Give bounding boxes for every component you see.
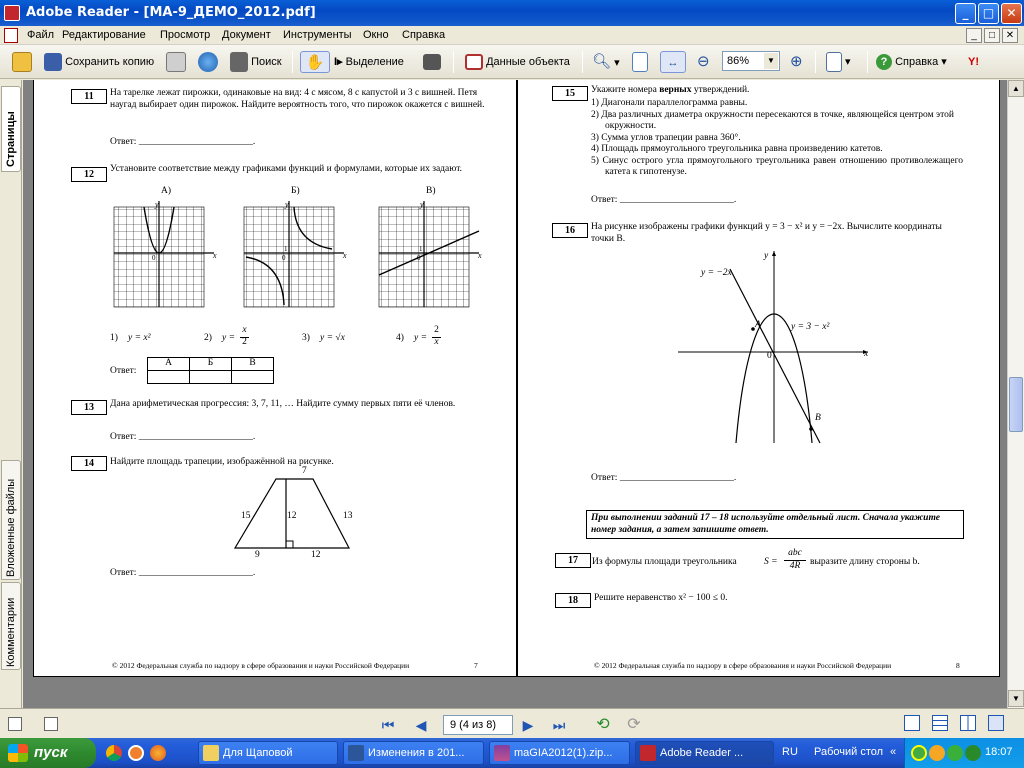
mail-icon[interactable]: [128, 745, 144, 761]
statements-list: [591, 98, 963, 179]
question-number: 16: [552, 223, 588, 238]
page-thumbnail-icon[interactable]: [8, 717, 22, 731]
graph-a-one: 1: [154, 245, 158, 253]
chevron-down-icon[interactable]: ▼: [764, 53, 778, 69]
document-view[interactable]: [23, 80, 1007, 708]
pdf-page-8: [517, 80, 1000, 677]
table-header: В: [232, 358, 274, 371]
graph-a-x-label: x: [213, 251, 217, 260]
formula-3: y = √x: [320, 333, 345, 343]
parabola-label: y = 3 − x²: [791, 322, 830, 332]
scroll-thumb[interactable]: [1009, 377, 1023, 432]
zoom-value: 86%: [727, 55, 750, 67]
formula-2-denominator: 2: [242, 337, 247, 347]
hand-icon: ✋: [305, 54, 325, 71]
zoom-tool-button[interactable]: 🔍︎ ▾: [592, 53, 620, 70]
function-graphs: [104, 187, 494, 312]
formula-4-numerator: 2: [432, 325, 441, 338]
vertical-scrollbar[interactable]: [1007, 80, 1024, 708]
adobe-reader-icon: [640, 745, 656, 761]
right-angle-mark: [286, 541, 293, 548]
doc-minimize-button[interactable]: _: [966, 28, 982, 43]
task-label: maGIA2012(1).zip...: [514, 747, 613, 759]
maximize-button[interactable]: □: [978, 3, 999, 24]
question-text: [591, 85, 749, 97]
task-label: Изменения в 201...: [368, 747, 465, 759]
graph-a-zero: 0: [152, 254, 156, 262]
answer-table: [147, 357, 274, 384]
taskbar-item-folder[interactable]: [198, 741, 338, 765]
tray-app-icon[interactable]: [965, 745, 981, 761]
globe-mail-icon: [198, 52, 218, 72]
help-label: Справка: [895, 56, 939, 68]
graph-c-label: В): [426, 186, 436, 196]
graph-c-one: 1: [419, 245, 423, 253]
x-axis-label: x: [864, 349, 869, 359]
graph-b-one: 1: [284, 245, 288, 253]
camera-icon: [423, 54, 441, 70]
question-text-bold: верных: [659, 85, 692, 95]
question-text: Найдите площадь трапеции, изображённой на рисунке.: [110, 457, 334, 467]
scroll-down-arrow-icon[interactable]: ▼: [1008, 690, 1024, 707]
tray-app-icon[interactable]: [947, 745, 963, 761]
window-title: Adobe Reader - [MA-9_ДЕМО_2012.pdf]: [26, 5, 316, 20]
task-label: Adobe Reader ...: [660, 747, 744, 759]
zoom-in-icon: ⊕: [790, 53, 803, 70]
formula-2-lhs: y =: [222, 333, 236, 343]
start-label: пуск: [34, 744, 68, 761]
trapezoid-height-label: 12: [287, 511, 297, 521]
table-cell: [232, 371, 274, 384]
close-button[interactable]: ✕: [1001, 3, 1022, 24]
email-button[interactable]: [198, 51, 218, 73]
answer-label: Ответ:: [110, 366, 137, 376]
graph-b-x-label: x: [343, 251, 347, 260]
magnifier-icon: 🔍︎: [592, 53, 612, 70]
question-text: На рисунке изображены графики функций y = 3 − x² и y = −2x. Вычислите координаты точки B.: [591, 222, 942, 244]
question-number: 15: [552, 86, 588, 101]
floppy-disk-icon: [44, 53, 62, 71]
page-footer: © 2012 Федеральная служба по надзору в сфере образования и науки Российской Федерации: [594, 661, 892, 670]
object-data-label: Данные объекта: [486, 56, 570, 68]
graph-c-x-label: x: [478, 251, 482, 260]
statement: 4) Площадь прямоугольного треугольника равна произведению катетов.: [591, 144, 883, 154]
menu-document[interactable]: Документ: [222, 29, 271, 41]
print-button[interactable]: [166, 51, 186, 73]
zoom-out-button[interactable]: [697, 51, 710, 73]
tab-attachments-label: Вложенные файлы: [5, 478, 17, 577]
select-label: Выделение: [345, 56, 404, 68]
question-text-part: утверждений.: [691, 85, 750, 95]
question-text: На тарелке лежат пирожки, одинаковые на вид: 4 с мясом, 8 с капустой и 3 с вишней. Петя наугад выбирает один пирожок. Найдите вероятность того, что пирожок окажется с вишней.: [110, 88, 485, 110]
formula-4-num: 4): [396, 333, 404, 343]
formula-denominator: 4R: [789, 561, 801, 571]
statement: 1) Диагонали параллелограмма равны.: [591, 98, 748, 108]
system-tray: [904, 738, 1024, 768]
menu-file[interactable]: Файл: [27, 29, 55, 41]
trapezoid-top-label: 7: [302, 466, 307, 476]
binoculars-icon: [230, 52, 248, 72]
tab-comments-label: Комментарии: [5, 597, 17, 667]
continuous-view-icon[interactable]: [932, 715, 948, 731]
firefox-icon[interactable]: [150, 745, 166, 761]
document-info-icon[interactable]: [44, 717, 58, 731]
graph-b-label: Б): [291, 186, 300, 196]
save-copy-button[interactable]: [44, 51, 154, 73]
title-bar: [0, 0, 1024, 26]
graph-c-y-label: y: [420, 200, 424, 209]
table-cell: [190, 371, 232, 384]
page-number: 7: [474, 661, 478, 670]
next-page-button[interactable]: ▶: [522, 717, 534, 733]
graph-c-zero: 0: [417, 254, 421, 262]
line-label: y = −2x: [701, 268, 732, 278]
help-button[interactable]: ? Справка ▾: [876, 51, 947, 73]
taskbar-item-word[interactable]: [343, 741, 484, 765]
answer-line: Ответ: ________________________.: [110, 432, 256, 442]
pdf-document-icon[interactable]: [4, 28, 18, 43]
forward-view-button[interactable]: ⟳: [627, 716, 641, 733]
formula-4-lhs: y =: [414, 333, 428, 343]
page-number: 8: [956, 661, 960, 670]
scroll-up-arrow-icon[interactable]: ▲: [1008, 80, 1024, 97]
taskbar-item-adobe-reader[interactable]: [635, 741, 774, 765]
zoom-in-button[interactable]: [790, 51, 803, 73]
formula-lhs: S =: [764, 557, 778, 567]
tray-app-icon[interactable]: [911, 745, 927, 761]
zoom-out-icon: ⊖: [697, 53, 710, 70]
start-button[interactable]: [0, 738, 96, 768]
graph-b-zero: 0: [282, 254, 286, 262]
formula-4-denominator: x: [434, 337, 439, 347]
language-indicator[interactable]: RU: [782, 746, 798, 758]
previous-page-button[interactable]: ◀: [415, 717, 427, 733]
table-header: А: [148, 358, 190, 371]
fit-page-button[interactable]: [632, 51, 648, 73]
question-text: Установите соответствие между графиками функций и формулами, которые их задают.: [110, 164, 463, 174]
point-b-label: B: [815, 413, 821, 423]
fit-width-icon: ↔: [667, 57, 679, 69]
question-number: 11: [71, 89, 107, 104]
minimize-button[interactable]: _: [955, 3, 976, 24]
chevron-icon[interactable]: «: [890, 746, 897, 758]
page-options-button[interactable]: ▾: [826, 51, 851, 73]
graph-b-y-label: y: [285, 200, 289, 209]
tab-comments[interactable]: [1, 582, 21, 670]
object-data-button[interactable]: [465, 51, 570, 73]
windows-flag-icon: [8, 744, 28, 762]
hand-tool-button[interactable]: [300, 51, 330, 73]
continuous-facing-view-icon[interactable]: [988, 715, 1004, 731]
formula-2-numerator: x: [240, 325, 249, 338]
question-number: 12: [71, 167, 107, 182]
table-header: Б: [190, 358, 232, 371]
answer-line: Ответ: ________________________.: [591, 473, 737, 483]
tab-pages[interactable]: [1, 86, 21, 172]
zoom-input[interactable]: [722, 51, 780, 71]
trapezoid-left-label: 15: [241, 511, 251, 521]
winrar-icon: [494, 745, 510, 761]
open-button[interactable]: [12, 51, 32, 73]
question-number: 13: [71, 400, 107, 415]
yahoo-icon: Y!: [968, 56, 979, 68]
menu-edit[interactable]: Редактирование: [62, 29, 146, 41]
question-text: выразите длину стороны b.: [810, 557, 920, 567]
statement: 3) Сумма углов трапеции равна 360°.: [591, 132, 741, 143]
task-label: Для Щаповой: [223, 747, 293, 759]
formula-1: y = x²: [128, 333, 151, 343]
point-a-label: A: [755, 320, 761, 330]
trapezoid-bottom-left-label: 9: [255, 550, 260, 560]
object-data-icon: [465, 54, 483, 70]
trapezoid-right-label: 13: [343, 511, 353, 521]
graph-a-label: А): [161, 186, 172, 196]
navigation-panel: [0, 80, 22, 708]
fit-width-button[interactable]: [660, 51, 686, 73]
save-copy-label: Сохранить копию: [65, 56, 155, 68]
origin-label: 0: [767, 351, 772, 361]
tray-app-icon[interactable]: [929, 745, 945, 761]
last-page-button[interactable]: ⏭: [552, 717, 566, 733]
taskbar: [0, 738, 1024, 768]
formula-2-num: 2): [204, 333, 212, 343]
instruction-note: При выполнении заданий 17 – 18 используйте отдельный лист. Сначала укажите номер задания, а затем запишите ответ.: [586, 510, 964, 539]
line-y-minus-2x: [730, 269, 820, 443]
folder-open-icon: [12, 52, 32, 72]
menu-tools[interactable]: Инструменты: [283, 29, 352, 41]
printer-icon: [166, 52, 186, 72]
folder-icon: [203, 745, 219, 761]
statement: 2) Два различных диаметра окружности пересекаются в точке, являющейся центром этой окружности.: [591, 109, 954, 131]
y-axis-label: y: [764, 251, 769, 261]
help-icon: ?: [876, 54, 892, 70]
pdf-page-7: [33, 80, 517, 677]
select-tool-button[interactable]: [334, 51, 404, 73]
point-b-marker: [809, 427, 813, 431]
formula-numerator: abc: [784, 548, 806, 561]
snapshot-button[interactable]: [423, 51, 441, 73]
fit-page-icon: [632, 52, 648, 72]
question-text: Решите неравенство x² − 100 ≤ 0.: [594, 593, 728, 603]
answer-line: Ответ: ________________________.: [591, 195, 737, 205]
adobe-reader-icon: [4, 5, 20, 21]
page-footer: © 2012 Федеральная служба по надзору в сфере образования и науки Российской Федерации: [112, 661, 410, 670]
toolbar: [0, 45, 1024, 79]
answer-line: Ответ: ________________________.: [110, 568, 256, 578]
menu-view[interactable]: Просмотр: [160, 29, 211, 41]
table-cell: [148, 371, 190, 384]
trapezoid-bottom-right-label: 12: [311, 550, 321, 560]
question-text: Из формулы площади треугольника: [592, 557, 737, 567]
parabola-line-graph: [668, 241, 878, 446]
question-number: 17: [555, 553, 591, 568]
yahoo-toolbar-button[interactable]: [968, 51, 979, 73]
menu-window[interactable]: Окно: [363, 29, 389, 41]
formula-3-num: 3): [302, 333, 310, 343]
graph-a-y-label: y: [155, 200, 159, 209]
page-options-icon: [826, 52, 842, 72]
tab-pages-label: Страницы: [5, 111, 17, 167]
question-number: 14: [71, 456, 107, 471]
single-page-view-icon[interactable]: [904, 715, 920, 731]
formula-1-num: 1): [110, 333, 118, 343]
word-icon: [348, 745, 364, 761]
question-text-part: Укажите номера: [591, 85, 660, 95]
first-page-button[interactable]: ⏮: [381, 717, 395, 733]
answer-line: Ответ: ________________________.: [110, 137, 256, 147]
question-number: 18: [555, 593, 591, 608]
page-number-input[interactable]: 9 (4 из 8): [443, 715, 513, 735]
taskbar-item-winrar[interactable]: [489, 741, 630, 765]
chrome-icon[interactable]: [106, 745, 122, 761]
tab-attachments[interactable]: [1, 460, 21, 580]
search-button[interactable]: [230, 51, 282, 73]
clock[interactable]: 18:07: [985, 746, 1013, 758]
desktop-toolbar[interactable]: Рабочий стол: [814, 746, 884, 758]
doc-close-button[interactable]: ✕: [1002, 28, 1018, 43]
question-text: Дана арифметическая прогрессия: 3, 7, 11, … Найдите сумму первых пяти её членов.: [110, 399, 456, 409]
back-view-button[interactable]: ⟲: [596, 716, 610, 733]
text-cursor-icon: I▸: [334, 56, 343, 68]
facing-view-icon[interactable]: [960, 715, 976, 731]
statement: 5) Синус острого угла прямоугольного треугольника равен отношению противолежащего катета к гипотенузе.: [591, 155, 963, 177]
search-label: Поиск: [251, 56, 282, 68]
menu-bar: [0, 26, 1024, 45]
doc-restore-button[interactable]: □: [984, 28, 1000, 43]
menu-help[interactable]: Справка: [402, 29, 446, 41]
